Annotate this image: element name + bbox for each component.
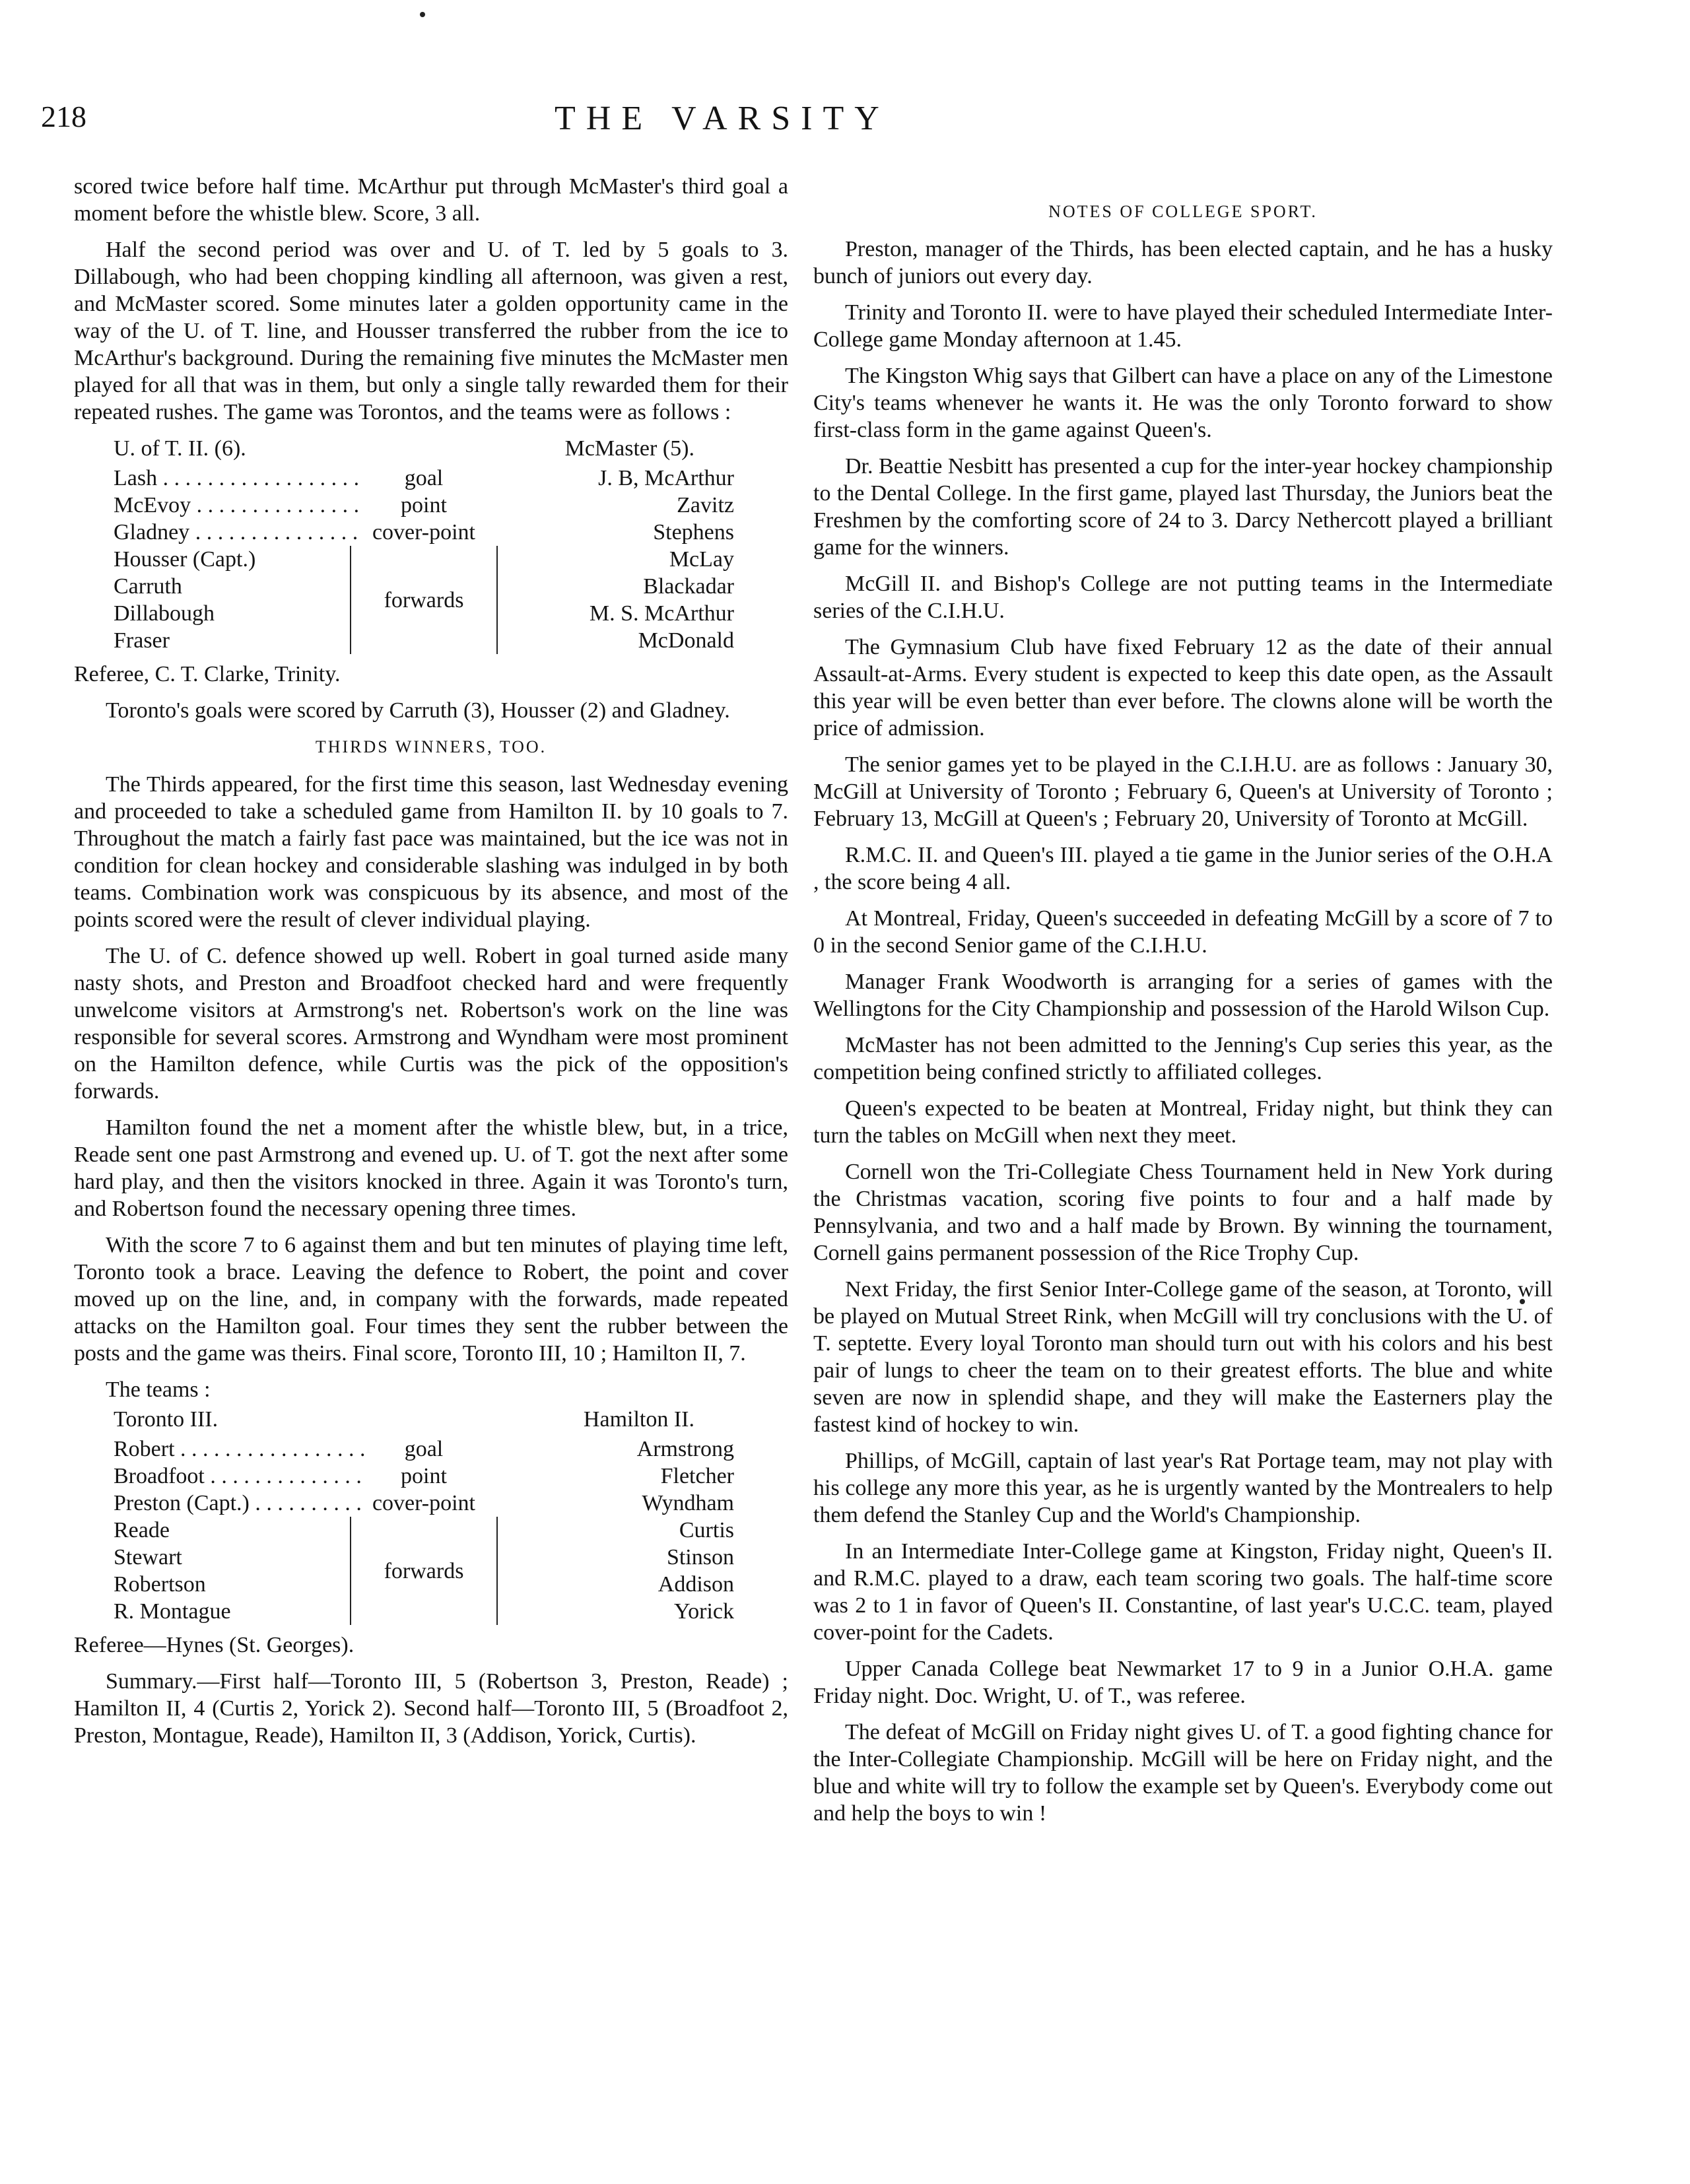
home-forward: R. Montague (114, 1599, 231, 1624)
away-forward: McLay (669, 547, 734, 572)
away-forward: Stinson (666, 1545, 734, 1570)
home-team: U. of T. II. (6). (114, 436, 246, 461)
paragraph: The Thirds appeared, for the first time this season, last Wednesday evening and proceeded to take a scheduled game from Hamilton II. by 10 goals to 7. Throughout the match a fairly fast pace was maintained, but the ice was not in condition for clean hockey and considerable slashing was indulged in by both teams. Combination work was conspicuous by its absence, and most of the points scored were the result of clever individual playing. (74, 772, 788, 932)
home-player: McEvoy . . . (114, 492, 364, 519)
away-forward: M. S. McArthur (589, 601, 734, 626)
lineup-row (114, 492, 734, 519)
home-player: Broadfoot . . . (114, 1463, 364, 1490)
lineup-header (114, 1406, 694, 1433)
lineup-row (114, 1436, 734, 1463)
section-heading: THIRDS WINNERS, TOO. (315, 737, 547, 756)
paragraph: Cornell won the Tri-Collegiate Chess Tournament held in New York during the Christmas vacation, scoring five points to four and a half made by Pennsylvania, and two and a half made by Brown. By winning the tournament, Cornell gains permanent possession of the Rice Trophy Cup. (813, 1160, 1553, 1265)
home-forward: Fraser (114, 628, 170, 653)
lineup-table (74, 1406, 788, 1659)
left-column (74, 173, 788, 1758)
home-player: Gladney . . . (114, 519, 364, 546)
paragraph: Next Friday, the first Senior Inter-College game of the season, at Toronto, will be played on Mutual Street Rink, when McGill will try conclusions with the U. of T. septette. Every loyal Toronto man should turn out with his colors and his best pair of lungs to cheer the team on to their greatest efforts. The blue and white seven are now in splendid shape, and they will make the Easterners play the fastest kind of hockey to win. (813, 1277, 1553, 1437)
lineup-table (74, 435, 788, 688)
away-player: J. B, McArthur (598, 466, 734, 490)
forwards-block (114, 546, 734, 654)
paragraph: Phillips, of McGill, captain of last year's Rat Portage team, may not play with his college any more this year, as he is urgently wanted by the Montrealers to help them defend the Stanley Cup and the World's Championship. (813, 1449, 1553, 1527)
paragraph: Preston, manager of the Thirds, has been elected captain, and he has a husky bunch of juniors out every day. (813, 237, 1553, 288)
position: point (401, 1464, 447, 1488)
paragraph: Queen's expected to be beaten at Montreal, Friday night, but think they can turn the tables on McGill when next they meet. (813, 1096, 1553, 1148)
page-number: 218 (41, 100, 86, 133)
home-forward: Carruth (114, 574, 182, 599)
home-forward: Robertson (114, 1572, 206, 1597)
teams-label: The teams : (106, 1377, 211, 1402)
paragraph: Manager Frank Woodworth is arranging for a series of games with the Wellingtons for the City Championship and possession of the Harold Wilson Cup. (813, 970, 1553, 1021)
paragraph: R.M.C. II. and Queen's III. played a tie game in the Junior series of the O.H.A , the score being 4 all. (813, 843, 1553, 894)
referee-line: Referee—Hynes (St. Georges). (74, 1633, 355, 1657)
paragraph: Dr. Beattie Nesbitt has presented a cup for the inter-year hockey championship to the Dental College. In the first game, played last Thursday, the Juniors beat the Freshmen by the comforting score of 24 to 3. Darcy Nethercott played a brilliant game for the winners. (813, 454, 1553, 560)
away-player: Zavitz (677, 493, 734, 517)
home-player: Robert . . . (114, 1436, 364, 1463)
paragraph: The senior games yet to be played in the C.I.H.U. are as follows : January 30, McGill at University of Toronto ; February 6, Queen's at University of Toronto ; February 13, McGill at Queen's ; February 20, University of Toronto at McGill. (813, 752, 1553, 831)
paragraph: Toronto's goals were scored by Carruth (3), Housser (2) and Gladney. (106, 698, 730, 723)
paragraph: Upper Canada College beat Newmarket 17 to 9 in a Junior O.H.A. game Friday night. Doc. Wright, U. of T., was referee. (813, 1657, 1553, 1708)
position: cover-point (372, 1491, 476, 1515)
paragraph: Summary.—First half—Toronto III, 5 (Robertson 3, Preston, Reade) ; Hamilton II, 4 (Curtis 2, Yorick 2). Second half—Toronto III, 5 (Broadfoot 2, Preston, Montague, Reade), Hamilton II, 3 (Addison, Yorick, Curtis). (74, 1669, 788, 1748)
lineup-row (114, 519, 734, 546)
paragraph: Trinity and Toronto II. were to have played their scheduled Intermediate Inter-College game Monday afternoon at 1.45. (813, 300, 1553, 352)
position: goal (404, 1437, 444, 1461)
lineup-row (114, 1490, 734, 1517)
away-forward: Yorick (673, 1599, 734, 1624)
away-player: Armstrong (636, 1437, 734, 1461)
away-forward: McDonald (638, 628, 734, 653)
position: goal (404, 466, 444, 490)
paragraph: scored twice before half time. McArthur put through McMaster's third goal a moment before the whistle blew. Score, 3 all. (74, 174, 788, 226)
print-speck (420, 12, 425, 17)
referee-line: Referee, C. T. Clarke, Trinity. (74, 662, 341, 686)
home-forward: Reade (114, 1518, 170, 1542)
paragraph: Hamilton found the net a moment after the whistle blew, but, in a trice, Reade sent one past Armstrong and evened up. U. of T. got the next after some hard play, and then the visitors knocked in three. Again it was Toronto's turn, and Robertson found the necessary opening three times. (74, 1115, 788, 1221)
away-player: Fletcher (660, 1464, 734, 1488)
home-player: Lash . . . (114, 465, 364, 492)
paragraph: Half the second period was over and U. of T. led by 5 goals to 3. Dillabough, who had been chopping kindling all afternoon, was given a rest, and McMaster scored. Some minutes later a golden opportunity came in the way of the U. of T. line, and Housser transferred the rubber from the ice to McArthur's background. During the remaining five minutes the McMaster men played for all that was in them, but only a single tally rewarded them for their repeated rushes. The game was Torontos, and the teams were as follows : (74, 238, 788, 424)
away-forward: Curtis (679, 1518, 734, 1542)
paragraph: In an Intermediate Inter-College game at Kingston, Friday night, Queen's II. and R.M.C. played to a draw, each team scoring two goals. The half-time score was 2 to 1 in favor of Queen's II. Constantine, of last year's U.C.C. team, played cover-point for the Cadets. (813, 1539, 1553, 1645)
lineup-row (114, 465, 734, 492)
away-player: Stephens (653, 520, 734, 545)
home-player: Preston (Capt.) . . . (114, 1490, 364, 1517)
forwards-label: forwards (384, 1558, 464, 1583)
paragraph: McGill II. and Bishop's College are not putting teams in the Intermediate series of the C.I.H.U. (813, 572, 1553, 623)
forwards-label: forwards (384, 587, 464, 612)
away-team: McMaster (5). (564, 436, 694, 461)
paragraph: The defeat of McGill on Friday night gives U. of T. a good fighting chance for the Inter-Collegiate Championship. McGill will be here on Friday night, and the blue and white will try to follow the example set by Queen's. Everybody come out and help the boys to win ! (813, 1720, 1553, 1826)
away-forward: Addison (658, 1572, 734, 1597)
away-player: Wyndham (642, 1491, 734, 1515)
paragraph: McMaster has not been admitted to the Jenning's Cup series this year, as the competition being confined strictly to affiliated colleges. (813, 1033, 1553, 1084)
lineup-row (114, 1463, 734, 1490)
forwards-block (114, 1517, 734, 1625)
home-team: Toronto III. (114, 1407, 219, 1432)
paragraph: The Gymnasium Club have fixed February 12 as the date of their annual Assault-at-Arms. Every student is expected to keep this date open, as the Assault this year will be even better than ever before. The clowns alone will be worth the price of admission. (813, 635, 1553, 741)
away-forward: Blackadar (643, 574, 734, 599)
paragraph: With the score 7 to 6 against them and but ten minutes of playing time left, Toronto took a brace. Leaving the defence to Robert, the point and cover moved up on the line, and, in company with the forwards, made repeated attacks on the Hamilton goal. Four times they sent the rubber between the posts and the game was theirs. Final score, Toronto III, 10 ; Hamilton II, 7. (74, 1233, 788, 1366)
lineup-header (114, 435, 694, 462)
running-title: THE VARSITY (555, 100, 890, 137)
home-forward: Stewart (114, 1545, 182, 1570)
position: point (401, 493, 447, 517)
home-forward: Housser (Capt.) (114, 547, 256, 572)
home-forward: Dillabough (114, 601, 215, 626)
right-column (813, 198, 1553, 1836)
paragraph: The U. of C. defence showed up well. Robert in goal turned aside many nasty shots, and Preston and Broadfoot checked hard and were frequently unwelcome visitors at Armstrong's net. Robertson's work on the line was responsible for several scores. Armstrong and Wyndham were most prominent on the Hamilton defence, while Curtis was the pick of the opposition's forwards. (74, 944, 788, 1104)
away-team: Hamilton II. (583, 1407, 694, 1432)
section-heading: NOTES OF COLLEGE SPORT. (1048, 202, 1318, 221)
paragraph: The Kingston Whig says that Gilbert can have a place on any of the Limestone City's teams whenever he wants it. He was the only Toronto forward to show first-class form in the game against Queen's. (813, 364, 1553, 442)
position: cover-point (372, 520, 476, 545)
paragraph: At Montreal, Friday, Queen's succeeded in defeating McGill by a score of 7 to 0 in the second Senior game of the C.I.H.U. (813, 906, 1553, 958)
